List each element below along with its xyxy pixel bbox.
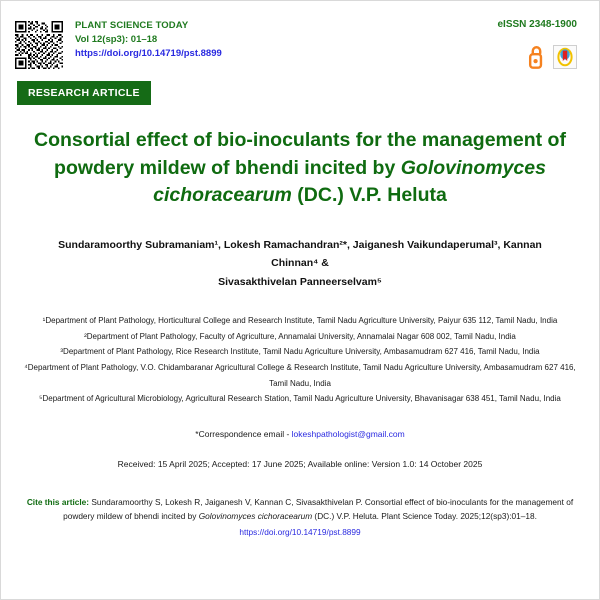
journal-volume: Vol 12(sp3): 01–18 [75, 33, 158, 45]
affiliation-item: ⁴Department of Plant Pathology, V.O. Chidambaranar Agricultural College & Research Institute, Tamil Nadu Agriculture University, Ambasamudram 627 416, Tamil Nadu, India [24, 362, 576, 388]
eissn-text: eISSN 2348-1900 [497, 19, 577, 30]
author-line-2: Sivasakthivelan Panneerselvam⁵ [218, 275, 382, 288]
correspondence-label: *Correspondence email - [195, 428, 292, 439]
title-part-2: (DC.) V.P. Heluta [291, 184, 447, 207]
affiliation-item: ¹Department of Plant Pathology, Horticultural College and Research Institute, Tamil Nadu Agriculture University, Paiyur 635 112, Tamil Nadu, India [42, 316, 558, 326]
page-title [31, 127, 569, 210]
citation-block [23, 495, 577, 540]
journal-name: PLANT SCIENCE TODAY [75, 20, 189, 31]
affiliation-item: ⁵Department of Agricultural Microbiology, Agricultural Research Station, Tamil Nadu Agriculture University, Bhavanisagar 638 451, Tamil Nadu, India [39, 394, 561, 404]
crossmark-badge-icon[interactable] [553, 45, 577, 69]
author-list [41, 236, 559, 291]
affiliation-list [19, 313, 581, 407]
publication-dates: Received: 15 April 2025; Accepted: 17 June 2025; Available online: Version 1.0: 14 October 2025 [117, 458, 483, 469]
journal-info-block [75, 19, 222, 60]
affiliation-item: ³Department of Plant Pathology, Rice Research Institute, Tamil Nadu Agriculture University, Ambasamudram 627 416, Tamil Nadu, India [60, 347, 540, 357]
header-badge-icons [497, 44, 577, 70]
journal-doi-link[interactable]: https://doi.org/10.14719/pst.8899 [75, 47, 222, 59]
author-line-1: Sundaramoorthy Subramaniam¹, Lokesh Ramachandran²*, Jaiganesh Vaikundaperumal³, Kannan Chinnan⁴ & [58, 239, 542, 270]
citation-label: Cite this article: [26, 496, 90, 507]
affiliation-item: ²Department of Plant Pathology, Faculty of Agriculture, Annamalai University, Annamalai Nagar 608 002, Tamil Nadu, India [84, 331, 516, 341]
title-part-1: Consortial effect of bio-inoculants for the management of powdery mildew of bhendi incited by [34, 129, 566, 179]
masthead [1, 1, 599, 73]
citation-text-before: Sundaramoorthy S, Lokesh R, Jaiganesh V, Kannan C, Sivasakthivelan P. Consortial effect of bio-inoculants for the management of powdery mildew of bhendi incited by [63, 496, 574, 522]
title-species-name: Golovinomyces cichoracearum [153, 156, 546, 207]
article-type-badge: RESEARCH ARTICLE [17, 81, 151, 105]
correspondence-email-link[interactable]: lokeshpathologist@gmail.com [291, 428, 405, 439]
citation-doi-link[interactable]: https://doi.org/10.14719/pst.8899 [239, 526, 361, 537]
header-right-block [497, 19, 585, 70]
qr-code-icon [15, 21, 63, 69]
correspondence-line [1, 429, 599, 439]
citation-species-name: Golovinomyces cichoracearum [198, 511, 313, 522]
open-access-lock-icon[interactable] [527, 44, 546, 70]
citation-text-after: (DC.) V.P. Heluta. Plant Science Today. 2025;12(sp3):01–18. [312, 511, 537, 522]
